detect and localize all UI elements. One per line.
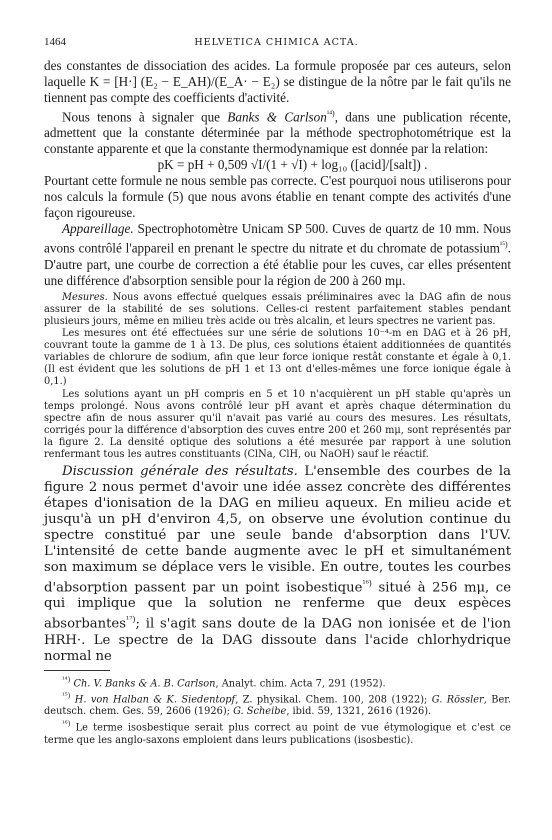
page xyxy=(44,36,511,747)
paragraph-2: Nous tenons à signaler que Banks & Carlson$^{^{14})}$, dans une publication récente, admettent que la constante déterminée par la méthode spectrophotométrique est la constante apparente et que la constante thermodynamique est donnée par la relation: xyxy=(44,109,512,157)
paragraph-1: des constantes de dissociation des acides. La formule proposée par ces auteurs, selon laquelle K = [H·] (E₂ − E_AH)/(E_A· − E₂) se distingue de la nôtre par le fait qu'ils ne tiennent pas compte des coefficients d'activité. xyxy=(44,58,511,105)
page-number: 1464 xyxy=(44,36,66,48)
footnote-ref-15[interactable]: ¹⁵) xyxy=(499,240,508,250)
small-paragraph-3: Les solutions ayant un pH compris en 5 et 10 n'acquièrent un pH stable qu'après un temps prolongé. Nous avons contrôlé leur pH avant et après chaque détermination du spectre afin de nous assurer qu'il n'avait pas varié au cours des mesures. Les résultats, corrigés pour la différence d'absorption des cuves entre 200 et 260 mμ, sont représentés par la figure 2. La densité optique des solutions a été mesurée par rapport à une solution renfermant tous les autres constituants (ClNa, ClH, ou NaOH) sauf le réactif. xyxy=(44,388,511,460)
formula: pK = pH + 0,509 √I/(1 + √I) + log₁₀ ([acid]/[salt]) . xyxy=(157,157,428,173)
footnote-ref-17[interactable]: ¹⁷) xyxy=(125,615,136,625)
author-reference: Banks & Carlson xyxy=(227,109,327,125)
paragraph-discussion: Discussion générale des résultats. L'ensemble des courbes de la figure 2 nous permet d'avoir une idée assez concrète des différentes étapes d'ionisation de la DAG en milieu aqueux. En milieu acide et jusqu'à un pH d'environ 4,5, on observe une évolution continue du spectre constitué par une seule bande d'absorption dans l'UV. L'intensité de cette bande augmente avec le pH et simultanément son maximum se déplace vers le visible. En outre, toutes les courbes d'absorption passent par un point isobestique$^{^{16})}$ situé à 256 mμ, ce qui implique que la solution ne renferme que deux espèces absorbantes$^{^{17})}$; il s'agit sans doute de la DAG non ionisée et de l'ion HRH·. Le spectre de la DAG dissoute dans l'acide chlorhydrique normal ne xyxy=(44,464,511,664)
page-header xyxy=(44,36,511,52)
section-title-appareillage: Appareillage. xyxy=(62,221,134,237)
section-title-mesures: Mesures. xyxy=(62,291,108,303)
small-paragraph-2: Les mesures ont été effectuées sur une série de solutions 10⁻⁴-m en DAG et à 26 pH, couvrant toute la gamme de 1 à 13. De plus, ces solutions étaient additionnées de quantités variables de chlorure de sodium, afin que leur force ionique restât constante et égale à 0,1. (Il est évident que les solutions de pH 1 et 13 ont d'elles-mêmes une force ionique égale à 0,1.) xyxy=(44,328,511,388)
main-text xyxy=(44,58,511,289)
footnote-14: $^{^{14})}$ Ch. V. Banks & A. B. Carlson, Analyt. chim. Acta 7, 291 (1952). xyxy=(62,675,386,690)
footnote-15: $^{^{15})}$ H. von Halban & K. Siedentopf, Z. physikal. Chem. 100, 208 (1922); G. Rössler, Ber. deutsch. chem. Ges. 59, 2606 (1926); G. Scheibe, ibid. 59, 1321, 2616 (1926). xyxy=(44,692,511,718)
small-print-block xyxy=(44,292,511,461)
footnote-divider xyxy=(44,670,110,671)
running-head: HELVETICA CHIMICA ACTA. xyxy=(194,37,359,48)
paragraph-appareillage: Appareillage. Spectrophotomètre Unicam SP 500. Cuves de quartz de 10 mm. Nous avons contrôlé l'appareil en prenant le spectre du nitrate et du chromate de potassium$^{^{15})}$. D'autre part, une courbe de correction a été établie pour les cuves, car elles présentent une différence d'absorption sensible pour la région de 200 à 260 mμ. xyxy=(44,221,511,288)
footnotes xyxy=(44,674,511,747)
footnote-16: $^{^{16})}$ Le terme isosbestique serait plus correct au point de vue étymologique et c'est ce terme que les anglo-saxons emploient dans leurs publications (isosbestic). xyxy=(44,720,511,746)
paragraph-3: Pourtant cette formule ne nous semble pas correcte. C'est pourquoi nous utiliserons pour nos calculs la formule (5) que nous avons établie en tenant compte des activités d'une façon rigoureuse. xyxy=(44,173,511,221)
main-text-discussion xyxy=(44,464,511,665)
section-title-discussion: Discussion générale des résultats. xyxy=(62,464,298,480)
footnote-ref-16[interactable]: ¹⁶) xyxy=(362,579,372,589)
small-paragraph-mesures: Mesures. Nous avons effectué quelques essais préliminaires avec la DAG afin de nous assurer de la stabilité de ses solutions. Celles-ci restent parfaitement stables pendant plusieurs jours, même en milieu très acide ou très alcalin, et leurs spectres ne varient pas. xyxy=(44,291,511,327)
footnote-ref-14[interactable]: ¹⁴) xyxy=(326,109,335,118)
